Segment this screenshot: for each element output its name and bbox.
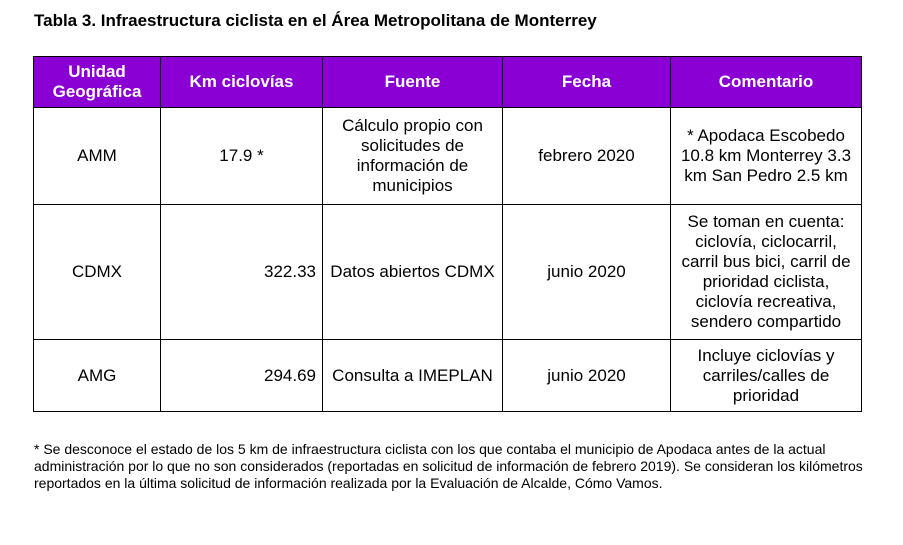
cell-comentario: Se toman en cuenta: ciclovía, ciclocarril, carril bus bici, carril de prioridad ciclista, ciclovía recreativa, sendero compartido — [671, 205, 862, 340]
cell-km: 322.33 — [161, 205, 323, 340]
cell-fuente: Datos abiertos CDMX — [323, 205, 503, 340]
table-row — [34, 205, 862, 340]
cell-fecha: febrero 2020 — [503, 108, 671, 205]
table-row — [34, 340, 862, 412]
header-fecha: Fecha — [503, 57, 671, 108]
bike-infrastructure-table — [33, 56, 862, 412]
header-km: Km ciclovías — [161, 57, 323, 108]
cell-fuente: Cálculo propio con solicitudes de información de municipios — [323, 108, 503, 205]
header-comentario: Comentario — [671, 57, 862, 108]
table-footnote: * Se desconoce el estado de los 5 km de infraestructura ciclista con los que contaba el municipio de Apodaca antes de la actual administración por lo que no son considerados (reportadas en solicitud de información de febrero 2019). Se consideran los kilómetros reportados en la última solicitud de información realizada por la Evaluación de Alcalde, Cómo Vamos. — [34, 441, 863, 491]
cell-comentario: * Apodaca Escobedo 10.8 km Monterrey 3.3 km San Pedro 2.5 km — [671, 108, 862, 205]
cell-fecha: junio 2020 — [503, 205, 671, 340]
header-row — [34, 57, 862, 108]
cell-comentario: Incluye ciclovías y carriles/calles de prioridad — [671, 340, 862, 412]
cell-km: 294.69 — [161, 340, 323, 412]
cell-km: 17.9 * — [161, 108, 323, 205]
header-unidad: Unidad Geográfica — [34, 57, 161, 108]
cell-unidad: CDMX — [34, 205, 161, 340]
cell-fuente: Consulta a IMEPLAN — [323, 340, 503, 412]
cell-unidad: AMG — [34, 340, 161, 412]
table-title: Tabla 3. Infraestructura ciclista en el Área Metropolitana de Monterrey — [34, 11, 597, 30]
cell-unidad: AMM — [34, 108, 161, 205]
header-fuente: Fuente — [323, 57, 503, 108]
table-row — [34, 108, 862, 205]
cell-fecha: junio 2020 — [503, 340, 671, 412]
